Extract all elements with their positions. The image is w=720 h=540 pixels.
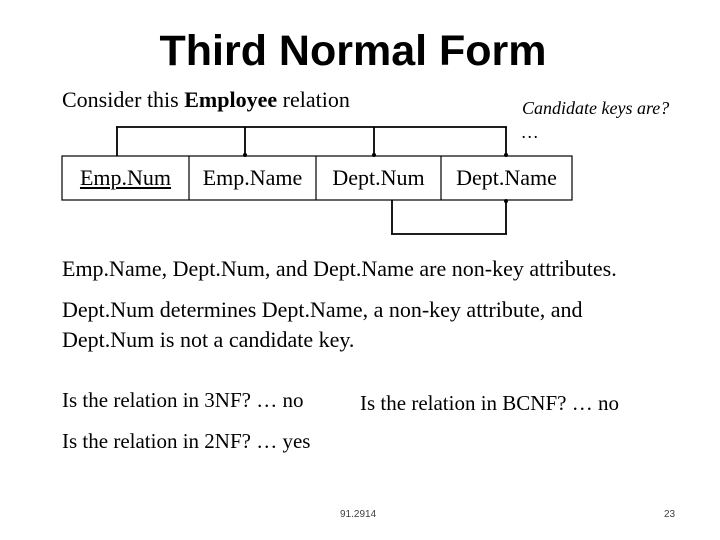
column-emp-num: Emp.Num: [79, 165, 172, 190]
key-dependency-arrows: [116, 127, 507, 156]
intro-prefix: Consider this: [62, 87, 185, 112]
slide-title: Third Normal Form: [159, 27, 547, 75]
intro-suffix: relation: [277, 87, 350, 112]
non-key-statement: Emp.Name, Dept.Num, and Dept.Name are non-key attributes.: [62, 256, 617, 281]
question-bcnf: Is the relation in BCNF? … no: [360, 391, 619, 415]
determines-line-1: Dept.Num determines Dept.Name, a non-key attribute, and: [62, 297, 583, 322]
candidate-keys-note: Candidate keys are? …: [522, 98, 670, 142]
intro-relation-name: Employee: [184, 87, 278, 112]
column-emp-name: Emp.Name: [202, 165, 303, 190]
column-dept-name: Dept.Name: [456, 165, 557, 190]
footer-course-code: 91.2914: [340, 509, 377, 520]
transitive-dependency-arrow: [391, 200, 507, 234]
question-2nf: Is the relation in 2NF? … yes: [62, 429, 311, 453]
determines-line-2: Dept.Num is not a candidate key.: [62, 327, 355, 352]
footer-page-number: 23: [664, 509, 676, 520]
column-dept-num: Dept.Num: [332, 165, 425, 190]
question-3nf: Is the relation in 3NF? … no: [62, 388, 304, 412]
